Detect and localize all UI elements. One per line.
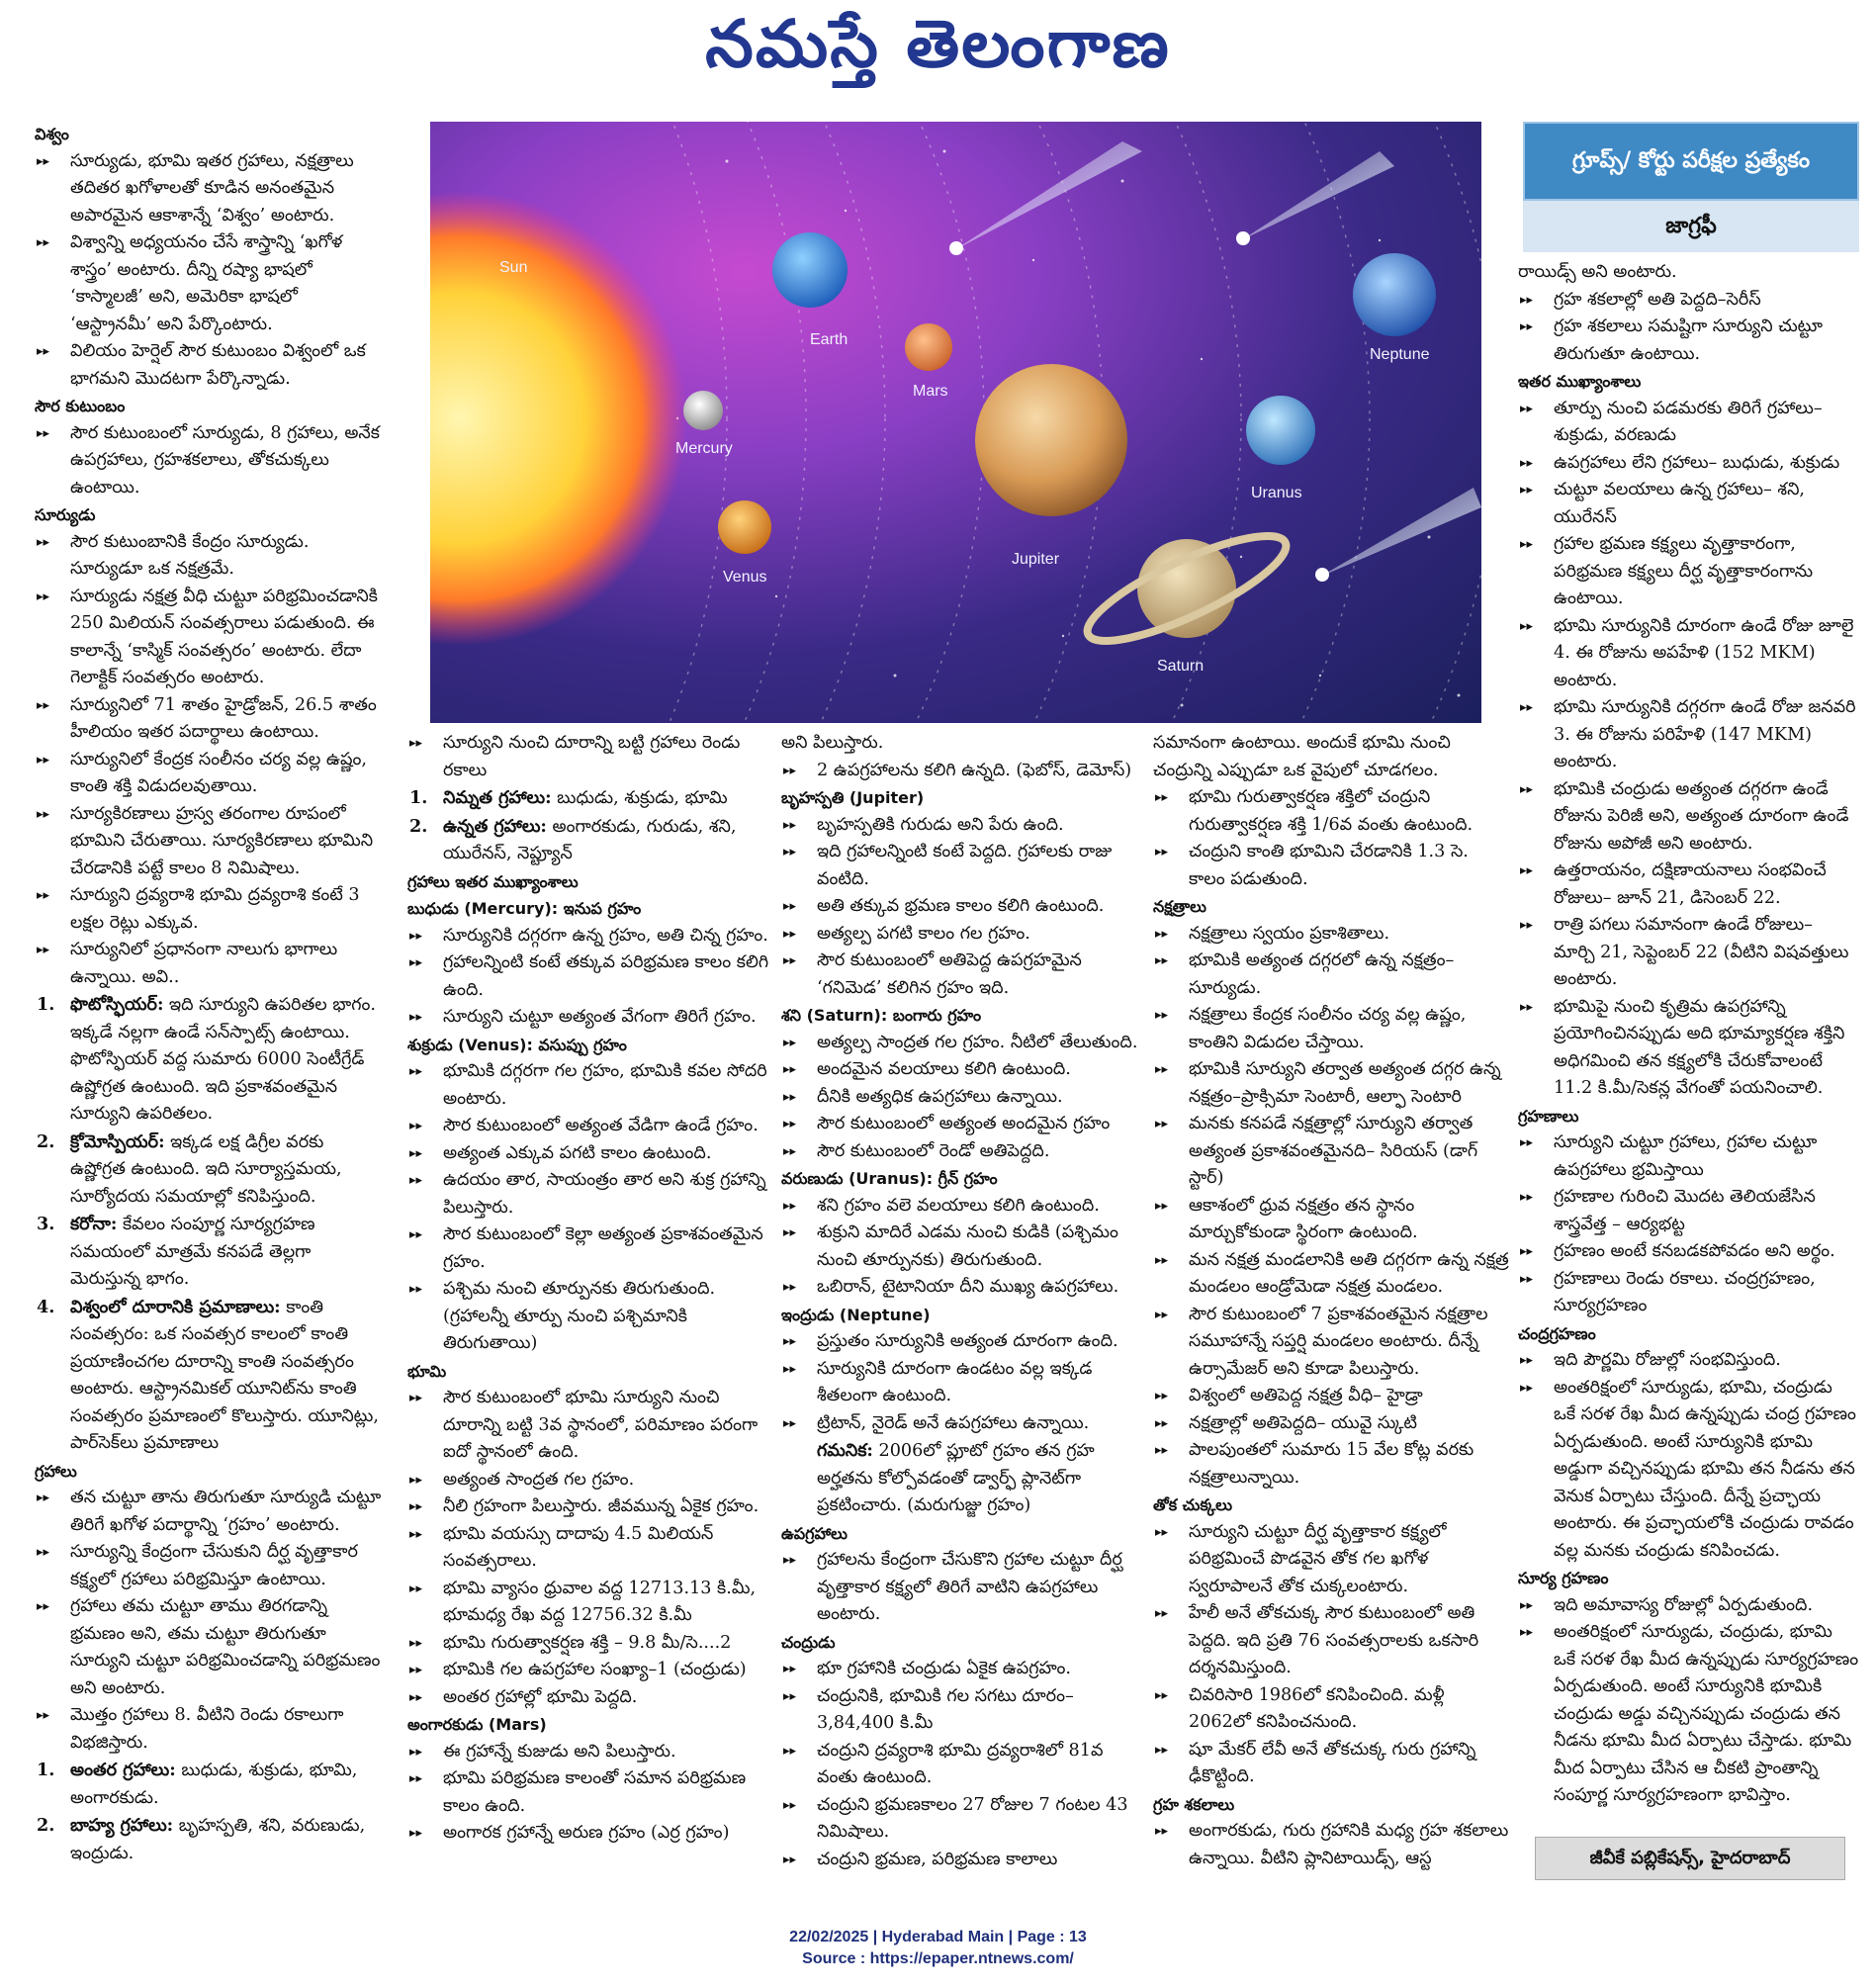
item-text: కేవలం సంపూర్ణ సూర్యగ్రహణ సమయంలో మాత్రమే కనపడే తెల్లగా మెరుస్తున్న భాగం. [70,1215,315,1289]
column-planets [407,730,771,1877]
section-heading: బుధుడు (Mercury): ఇనుప గ్రహం [407,899,642,918]
bullet-item: ▸▸ ప్రస్తుతం సూర్యునికి అత్యంత దూరంగా ఉంది. [781,1328,1145,1356]
column-universe [35,121,383,1881]
bullet-item: ▸▸ పశ్చిమ నుంచి తూర్పునకు తిరుగుతుంది. (గ్రహాలన్నీ తూర్పు నుంచి పశ్చిమానికి తిరుగుతాయి) [407,1276,771,1358]
bullet-item: ▸▸ విశ్వాన్ని అధ్యయనం చేసే శాస్త్రాన్ని ‘ఖగోళ శాస్త్రం’ అంటారు. దీన్ని రష్యా భాషలో ‘కాస్మాలజీ’ అని, అమెరికా భాషలో ‘ఆస్ట్రానమీ’ అని పేర్కొంటారు. [35,229,383,338]
bullet-item: ▸▸ ఉత్తరాయనం, దక్షిణాయనాలు సంభవించే రోజులు– జూన్‌ 21, డిసెంబర్‌ 22. [1518,858,1859,912]
publisher-credit: జీవీకే పబ్లికేషన్స్‌, హైదరాబాద్‌ [1535,1837,1845,1880]
bullet-item: ▸▸ చంద్రుని భ్రమణకాలం 27 రోజుల 7 గంటల 43 నిమిషాలు. [781,1792,1145,1847]
item-number: 3. [37,1214,55,1234]
bullet-item: ▸▸ బృహస్పతికి గురుడు అని పేరు ఉంది. [781,812,1145,840]
item-text: బుధుడు, శుక్రుడు, భూమి [551,788,728,808]
bullet-item: ▸▸ సూర్యుని చుట్టూ అత్యంత వేగంగా తిరిగే గ్రహం. [407,1004,771,1032]
bullet-item: ▸▸ భూమి వయస్సు దాదాపు 4.5 మిలియన్‌ సంవత్సరాలు. [407,1521,771,1576]
bullet-item: ▸▸ సూర్యునికి దగ్గరగా ఉన్న గ్రహం, అతి చిన్న గ్రహం. [407,923,771,950]
bullet-item: ▸▸ సూర్యునిలో 71 శాతం హైడ్రోజన్‌, 26.5 శాతం హీలియం ఇతర పదార్థాలు ఉంటాయి. [35,692,383,747]
item-term: బాహ్య గ్రహాలు: [70,1815,174,1836]
bullet-item: ▸▸ భూమి పరిభ్రమణ కాలంతో సమాన పరిభ్రమణ కాలం ఉంది. [407,1765,771,1820]
section-heading: గ్రహాలు ఇతర ముఖ్యాంశాలు [407,871,579,891]
bullet-item: ▸▸ సూర్యుడు, భూమి ఇతర గ్రహాలు, నక్షత్రాలు తదితర ఖగోళాలతో కూడిన అనంతమైన అపారమైన ఆకాశాన్నే ‘విశ్వం’ అంటారు. [35,148,383,230]
venus-label: Venus [723,569,767,586]
item-term: అంతర గ్రహాలు: [70,1760,176,1780]
bullet-item: ▸▸ దీనికి అత్యధిక ఉపగ్రహాలు ఉన్నాయి. [781,1084,1145,1112]
section-heading: గ్రహణాలు [1518,1106,1579,1126]
continuation-text: రాయిడ్స్‌ అని అంటారు. [1518,262,1677,282]
item-text: 2006లో ప్లూటో గ్రహం తన గ్రహ అర్హతను కోల్పోవడంతో డ్వార్ఫ్‌ ప్లానెట్‌గా ప్రకటించారు. (మరుగుజ్జు గ్రహం) [817,1441,1095,1515]
bullet-item: ▸▸ గ్రహాలన్నింటి కంటే తక్కువ పరిభ్రమణ కాలం కలిగి ఉంది. [407,949,771,1004]
bullet-item: ▸▸ అత్యంత ఎక్కువ పగటి కాలం ఉంటుంది. [407,1140,771,1168]
subject-title: జాగ్రఫీ [1523,201,1859,252]
section-heading: చంద్రగ్రహణం [1518,1323,1596,1343]
item-term: ఉన్నత గ్రహాలు: [443,815,547,837]
section-heading: అంగారకుడు (Mars) [407,1715,547,1734]
solar-system-illustration [430,122,1481,723]
section-heading: విశ్వం [35,125,69,143]
bullet-item: ▸▸ భూమిపై నుంచి కృత్రిమ ఉపగ్రహాన్ని ప్రయోగించినప్పుడు అది భూమ్యాకర్షణ శక్తిని అధిగమించి తన కక్ష్యలోకి చేరుకోవాలంటే 11.2 కి.మీ/సెకన్ల వేగంతో పయనించాలి. [1518,994,1859,1103]
bullet-item: ▸▸ అంగారకుడు, గురు గ్రహానికి మధ్య గ్రహ శకలాలు ఉన్నాయి. వీటిని ప్లానిటాయిడ్స్‌, ఆస్ట [1153,1818,1509,1872]
item-term: క్రోమోస్పియర్‌: [70,1130,165,1152]
bullet-item: ▸▸ ఉపగ్రహాలు లేని గ్రహాలు– బుధుడు, శుక్రుడు [1518,450,1859,478]
section-heading: సూర్య గ్రహణం [1518,1569,1609,1587]
item-term: నిమ్నత గ్రహాలు: [443,787,552,808]
bullet-item: ▸▸ సూర్యున్ని కేంద్రంగా చేసుకుని దీర్ఘ వృత్తాకార కక్ష్యలో గ్రహాలు పరిభ్రమిస్తూ ఉంటాయి. [35,1539,383,1593]
numbered-item [35,1757,383,1812]
bullet-item: ▸▸ గ్రహణాలు రెండు రకాలు. చంద్రగ్రహణం, సూర్యగ్రహణం [1518,1266,1859,1320]
bullet-item: ▸▸ భూమి గురుత్వాకర్షణ శక్తిలో చంద్రుని గురుత్వాకర్షణ శక్తి 1/6వ వంతు ఉంటుంది. [1153,784,1509,839]
bullet-item: ▸▸ సూర్యుని నుంచి దూరాన్ని బట్టి గ్రహాలు రెండు రకాలు [407,730,771,784]
bullet-item: ▸▸ తన చుట్టూ తాను తిరుగుతూ సూర్యుడి చుట్టూ తిరిగే ఖగోళ పదార్థాన్ని ‘గ్రహం’ అంటారు. [35,1485,383,1539]
bullet-item: ▸▸ గ్రహ శకలాలు సమష్టిగా సూర్యుని చుట్టూ తిరుగుతూ ఉంటాయి. [1518,314,1859,368]
mars [905,323,952,371]
section-heading: ఇతర ముఖ్యాంశాలు [1518,372,1642,391]
bullet-item: ▸▸ భూమి సూర్యునికి దూరంగా ఉండే రోజు జూలై 4. ఈ రోజును అపహేళి (152 MKM) అంటారు. [1518,613,1859,695]
bullet-item: ▸▸ తూర్పు నుంచి పడమరకు తిరిగే గ్రహాలు– శుక్రుడు, వరణుడు [1518,396,1859,450]
mars-label: Mars [913,383,948,400]
bullet-item: ▸▸ చంద్రుని కాంతి భూమిని చేరడానికి 1.3 సె. కాలం పడుతుంది. [1153,839,1509,893]
bullet-item: ▸▸ అంతరిక్షంలో సూర్యుడు, భూమి, చంద్రుడు ఒకే సరళ రేఖ మీద ఉన్నప్పుడు చంద్ర గ్రహణం ఏర్పడుతుంది. అంటే సూర్యునికి భూమి అడ్డుగా వచ్చినప్పుడు భూమి తన నీడను తన వెనుక ఏర్పాటు చేస్తుంది. దీన్నే ప్రచ్ఛాయ అంటారు. ఈ ప్రచ్ఛాయలోకి చంద్రుడు రావడం వల్ల మనకు చంద్రుడు కనిపించడు. [1518,1375,1859,1566]
bullet-item: ▸▸ చంద్రుని ద్రవ్యరాశి భూమి ద్రవ్యరాశిలో 81వ వంతు ఉంటుంది. [781,1738,1145,1792]
section-heading: గ్రహ శకలాలు [1153,1794,1235,1814]
uranus [1246,396,1315,465]
bullet-item: ▸▸ సౌర కుటుంబంలో భూమి సూర్యుని నుంచి దూరాన్ని బట్టి 3వ స్థానంలో, పరిమాణం పరంగా ఐదో స్థానంలో ఉంది. [407,1385,771,1467]
jupiter [975,364,1127,516]
bullet-item: ▸▸ సూర్యుని ద్రవ్యరాశి భూమి ద్రవ్యరాశి కంటే 3 లక్షల రెట్లు ఎక్కువ. [35,882,383,937]
item-number: 4. [37,1296,55,1317]
bullet-item: ▸▸ అంతర గ్రహాల్లో భూమి పెద్దది. [407,1684,771,1712]
solar-system-svg [430,122,1481,723]
bullet-item: ▸▸ సౌర కుటుంబంలో 7 ప్రకాశవంతమైన నక్షత్రాల సమూహాన్నే సప్తర్షి మండలం అంటారు. దీన్నే ఉర్సామేజర్‌ అని కూడా పిలుస్తారు. [1153,1302,1509,1384]
bullet-item: ▸▸ భూమి సూర్యునికి దగ్గరగా ఉండే రోజు జనవరి 3. ఈ రోజును పరిహేళి (147 MKM) అంటారు. [1518,694,1859,776]
bullet-item: ▸▸ గ్రహాల భ్రమణ కక్ష్యలు వృత్తాకారంగా, పరిభ్రమణ కక్ష్యలు దీర్ఘ వృత్తాకారంగాను ఉంటాయి. [1518,531,1859,613]
bullet-item: ▸▸ షూ మేకర్‌ లేవీ అనే తోకచుక్క గురు గ్రహాన్ని ఢీకొట్టింది. [1153,1737,1509,1791]
dateline: 22/02/2025 | Hyderabad Main | Page : 13 [789,1929,1087,1945]
item-number: 2. [37,1130,55,1152]
uranus-label: Uranus [1251,485,1302,501]
continuation-text: అని పిలుస్తారు. [781,733,884,753]
bullet-item: ▸▸ సూర్యునిలో కేంద్రక సంలీనం చర్య వల్ల ఉష్ణం, కాంతి శక్తి విడుదలవుతాయి. [35,747,383,801]
item-text: ఇది సూర్యుని ఉపరితల భాగం. ఇక్కడే నల్లగా ఉండే సన్‌స్పాట్స్‌ ఉంటాయి. ఫొటోస్ఫియర్‌ వద్ద సుమారు 6000 సెంటీగ్రేడ్‌ ఉష్ణోగ్రత ఉంటుంది. ఇది ప్రకాశవంతమైన సూర్యుని ఉపరితలం. [70,995,376,1124]
bullet-item: ▸▸ చుట్టూ వలయాలు ఉన్న గ్రహాలు– శని, యురేనస్‌ [1518,477,1859,531]
bullet-item: ▸▸ గ్రహాలు తమ చుట్టూ తాము తిరగడాన్ని భ్రమణం అని, తమ చుట్టూ తిరుగుతూ సూర్యుని చుట్టూ పరిభ్రమించడాన్ని పరిభ్రమణం అని అంటారు. [35,1593,383,1702]
saturn-label: Saturn [1157,658,1205,675]
numbered-item [35,1211,383,1294]
bullet-item: ▸▸ విలియం హెర్షెల్‌ సౌర కుటుంబం విశ్వంలో ఒక భాగమని మొదటగా పేర్కొన్నాడు. [35,338,383,393]
bullet-item: ▸▸ సూర్యునికి దూరంగా ఉండటం వల్ల ఇక్కడ శీతలంగా ఉంటుంది. [781,1356,1145,1410]
bullet-item: ▸▸ అందమైన వలయాలు కలిగి ఉంటుంది. [781,1056,1145,1084]
bullet-item: ▸▸ గ్రహాలను కేంద్రంగా చేసుకొని గ్రహాల చుట్టూ దీర్ఘ వృత్తాకార కక్ష్యలో తిరిగే వాటిని ఉపగ్రహాలు అంటారు. [781,1547,1145,1629]
bullet-item: ▸▸ చివరిసారి 1986లో కనిపించింది. మళ్లీ 2062లో కనిపించనుంది. [1153,1682,1509,1737]
bullet-item: ▸▸ అతి తక్కువ భ్రమణ కాలం కలిగి ఉంటుంది. [781,893,1145,921]
continuation-text: సమానంగా ఉంటాయి. అందుకే భూమి నుంచి చంద్రున్ని ఎప్పుడూ ఒక వైపులో చూడగలం. [1153,733,1451,780]
bullet-item: ▸▸ సౌర కుటుంబంలో కెల్లా అత్యంత ప్రకాశవంతమైన గ్రహం. [407,1221,771,1276]
bullet-item: ▸▸ సౌర కుటుంబంలో అతిపెద్ద ఉపగ్రహమైన ‘గనిమెడ’ కలిగిన గ్రహం ఇది. [781,948,1145,1002]
mercury [683,391,723,430]
source-link[interactable]: Source : https://epaper.ntnews.com/ [802,1950,1074,1967]
bullet-item: ▸▸ ఇది అమావాస్య రోజుల్లో ఏర్పడుతుంది. [1518,1592,1859,1620]
earth [772,232,848,308]
earth-label: Earth [810,331,849,348]
item-number: 1. [37,994,55,1015]
column-outer-planets [781,730,1145,1877]
bullet-item: ▸▸ నీలి గ్రహంగా పిలుస్తారు. జీవమున్న ఏకైక గ్రహం. [407,1493,771,1521]
numbered-item [35,1812,383,1867]
bullet-item: ▸▸ భూమి గురుత్వాకర్షణ శక్తి – 9.8 మీ/సె....2 [407,1630,771,1658]
item-term: గమనిక: [817,1440,873,1461]
bullet-item: ▸▸ భూమి వ్యాసం ధ్రువాల వద్ద 12713.13 కి.మీ, భూమధ్య రేఖ వద్ద 12756.32 కి.మీ [407,1576,771,1630]
item-number: 1. [409,787,428,808]
bullet-item: ▸▸ సూర్యకిరణాలు హ్రస్వ తరంగాల రూపంలో భూమిని చేరుతాయి. సూర్యకిరణాలు భూమిని చేరడానికి పట్టే కాలం 8 నిమిషాలు. [35,801,383,883]
bullet-item: ▸▸ సౌర కుటుంబంలో అత్యంత అందమైన గ్రహం [781,1111,1145,1138]
bullet-item: ▸▸ మన నక్షత్ర మండలానికి అతి దగ్గరగా ఉన్న నక్షత్ర మండలం ఆండ్రోమెడా నక్షత్ర మండలం. [1153,1247,1509,1302]
bullet-item: ▸▸ అత్యంత సాంద్రత గల గ్రహం. [407,1467,771,1494]
bullet-item: ▸▸ సూర్యుడు నక్షత్ర వీధి చుట్టూ పరిభ్రమించడానికి 250 మిలియన్‌ సంవత్సరాలు పడుతుంది. ఈ కాలాన్నే ‘కాస్మిక్‌ సంవత్సరం’ అంటారు. లేదా గెలాక్టిక్‌ సంవత్సరం అంటారు. [35,584,383,692]
section-heading: ఇంద్రుడు (Neptune) [781,1305,931,1324]
numbered-item [407,784,771,813]
item-text: కాంతి సంవత్సరం: ఒక సంవత్సర కాలంలో కాంతి ప్రయాణించగల దూరాన్ని కాంతి సంవత్సరం అంటారు. ఆస్ట్రానమికల్‌ యూనిట్‌ను కాంతి సంవత్సరం ప్రమాణంలో కొలుస్తారు. యూనిట్లు, పార్‌సెక్‌లు ప్రమాణాలు [70,1297,379,1453]
section-heading: తోక చుక్కలు [1153,1495,1233,1514]
exam-special-banner: గ్రూప్స్‌/ కోర్టు పరీక్షల ప్రత్యేకం [1523,122,1859,201]
bullet-item: ▸▸ ఇది పౌర్ణమి రోజుల్లో సంభవిస్తుంది. [1518,1347,1859,1375]
bullet-item: ▸▸ నక్షత్రాలు కేంద్రక సంలీనం చర్య వల్ల ఉష్ణం, కాంతిని విడుదల చేస్తాయి. [1153,1002,1509,1056]
bullet-item: ▸▸ అత్యల్ప సాంద్రత గల గ్రహం. నీటిలో తేలుతుంది. [781,1030,1145,1057]
bullet-item: ▸▸ భూ గ్రహానికి చంద్రుడు ఏకైక ఉపగ్రహం. [781,1656,1145,1683]
bullet-item: ▸▸ విశ్వంలో అతిపెద్ద నక్షత్ర వీధి– హైడ్రా [1153,1383,1509,1410]
numbered-item [35,1129,383,1212]
item-text: బుధుడు, శుక్రుడు, భూమి, అంగారకుడు. [70,1761,358,1808]
bullet-item: ▸▸ సౌర కుటుంబంలో రెండో అతిపెద్దది. [781,1138,1145,1166]
bullet-item: ▸▸ భూమికి అత్యంత దగ్గరలో ఉన్న నక్షత్రం– సూర్యుడు. [1153,948,1509,1002]
section-heading: బృహస్పతి (Jupiter) [781,788,925,807]
bullet-item: ▸▸ సౌర కుటుంబంలో అత్యంత వేడిగా ఉండే గ్రహం. [407,1113,771,1140]
item-number: 2. [37,1815,55,1836]
bullet-item: ▸▸ ఆకాశంలో ధ్రువ నక్షత్రం తన స్థానం మార్చుకోకుండా స్థిరంగా ఉంటుంది. [1153,1193,1509,1247]
section-heading: సౌర కుటుంబం [35,397,126,415]
bullet-item: ▸▸ అంతరిక్షంలో సూర్యుడు, చంద్రుడు, భూమి ఒకే సరళ రేఖ మీద ఉన్నప్పుడు సూర్యగ్రహణం ఏర్పడుతుంది. అంటే సూర్యునికి భూమికి చంద్రుడు అడ్డు వచ్చినప్పుడు చంద్రుడు తన నీడను భూమి మీద ఏర్పాటు చేస్తాడు. భూమి మీద ఏర్పాటు చేసిన ఆ చీకటి ప్రాంతాన్ని సంపూర్ణ సూర్యగ్రహణంగా భావిస్తాం. [1518,1619,1859,1810]
section-heading: వరుణుడు (Uranus): గ్రీన్‌ గ్రహం [781,1169,998,1188]
bullet-item: ▸▸ శుక్రుని మాదిరే ఎడమ నుంచి కుడికి (పశ్చిమం నుంచి తూర్పునకు) తిరుగుతుంది. [781,1220,1145,1274]
bullet-item: ▸▸ మొత్తం గ్రహాలు 8. వీటిని రెండు రకాలుగా విభజిస్తారు. [35,1702,383,1757]
numbered-item [407,813,771,868]
bullet-item: ▸▸ ఈ గ్రహాన్నే కుజుడు అని పిలుస్తారు. [407,1739,771,1766]
masthead-logo: నమస్తే తెలంగాణ [705,6,1171,82]
neptune-label: Neptune [1370,346,1430,363]
bullet-item: ▸▸ చంద్రుని భ్రమణ, పరిభ్రమణ కాలాలు [781,1847,1145,1874]
bullet-item: ▸▸ నక్షత్రాలు స్వయం ప్రకాశితాలు. [1153,921,1509,949]
venus [718,500,771,554]
bullet-item: ▸▸ మనకు కనపడే నక్షత్రాల్లో సూర్యుని తర్వాత అత్యంత ప్రకాశవంతమైనది– సిరియస్‌ (డాగ్‌ స్టార్‌) [1153,1111,1509,1193]
bullet-item: ▸▸ అత్యల్ప పగటి కాలం గల గ్రహం. [781,921,1145,949]
item-text: అంగారకుడు, గురుడు, శని, యురేనస్‌, నెప్ట్యూన్‌ [443,816,737,863]
section-heading: గ్రహాలు [35,1461,77,1481]
section-heading: సూర్యుడు [35,505,96,524]
section-heading: చంద్రుడు [781,1632,836,1652]
bullet-item: ▸▸ సూర్యునిలో ప్రధానంగా నాలుగు భాగాలు ఉన్నాయి. అవి.. [35,937,383,991]
bullet-item: ▸▸ భూమికి సూర్యుని తర్వాత అత్యంత దగ్గర ఉన్న నక్షత్రం–ప్రాక్సిమా సెంటారీ, ఆల్ఫా సెంటారి [1153,1056,1509,1111]
column-stars [1153,730,1509,1877]
mercury-label: Mercury [675,440,733,457]
numbered-item [35,991,383,1129]
numbered-item [781,1437,1145,1520]
item-text: బృహస్పతి, శని, వరుణుడు, ఇంద్రుడు. [70,1816,366,1863]
item-number: 2. [409,815,428,837]
neptune [1353,253,1436,336]
section-heading: శుక్రుడు (Venus): వసుప్పు గ్రహం [407,1035,627,1054]
bullet-item: ▸▸ భూమికి చంద్రుడు అత్యంత దగ్గరగా ఉండే రోజును పెరిజీ అని, అత్యంత దూరంగా ఉండే రోజును అపోజీ అని అంటారు. [1518,776,1859,858]
numbered-item [35,1294,383,1458]
bullet-item: ▸▸ ఉదయం తార, సాయంత్రం తార అని శుక్ర గ్రహాన్ని పిలుస్తారు. [407,1167,771,1221]
bullet-item: ▸▸ పాలపుంతలో సుమారు 15 వేల కోట్ల వరకు నక్షత్రాలున్నాయి. [1153,1437,1509,1491]
item-text: ఇక్కడ లక్ష డిగ్రీల వరకు ఉష్ణోగ్రత ఉంటుంది. ఇది సూర్యాస్తమయ, సూర్యోదయ సమయాల్లో కనిపిస్తుంది. [70,1131,342,1207]
jupiter-label: Jupiter [1012,551,1060,568]
bullet-item: ▸▸ చంద్రునికి, భూమికి గల సగటు దూరం– 3,84,400 కి.మీ [781,1683,1145,1738]
section-heading: ఉపగ్రహాలు [781,1523,848,1543]
item-number: 1. [37,1760,55,1780]
bullet-item: ▸▸ హేలీ అనే తోకచుక్క సౌర కుటుంబంలో అతి పెద్దది. ఇది ప్రతి 76 సంవత్సరాలకు ఒకసారి దర్శనమిస్తుంది. [1153,1600,1509,1682]
bullet-item: ▸▸ సౌర కుటుంబానికి కేంద్రం సూర్యుడు. సూర్యుడూ ఒక నక్షత్రమే. [35,529,383,584]
sun [430,191,687,646]
bullet-item: ▸▸ భూమికి గల ఉపగ్రహాల సంఖ్యా–1 (చంద్రుడు) [407,1657,771,1684]
item-term: ఫొటోస్ఫియర్‌: [70,994,164,1015]
bullet-item: ▸▸ శని గ్రహం వలె వలయాలు కలిగి ఉంటుంది. [781,1193,1145,1220]
section-heading: భూమి [407,1361,447,1381]
section-heading: శని (Saturn): బంగారు గ్రహం [781,1006,982,1025]
bullet-item: ▸▸ భూమికి దగ్గరగా గల గ్రహం, భూమికి కవల సోదరి అంటారు. [407,1058,771,1113]
bullet-item: ▸▸ ఒబిరాన్‌, టైటానియా దీని ముఖ్య ఉపగ్రహాలు. [781,1274,1145,1302]
bullet-item: ▸▸ 2 ఉపగ్రహాలను కలిగి ఉన్నది. (ఫెబోస్‌, డెమోస్‌) [781,758,1145,785]
sidebar-box [1523,122,1859,252]
bullet-item: ▸▸ సూర్యుని చుట్టూ దీర్ఘ వృత్తాకార కక్ష్యలో పరిభ్రమించే పొడవైన తోక గల ఖగోళ స్వరూపాలనే తోక చుక్కలంటారు. [1153,1519,1509,1601]
bullet-item: ▸▸ గ్రహణాల గురించి మొదట తెలియజేసిన శాస్త్రవేత్త – ఆర్యభట్ట [1518,1184,1859,1238]
bullet-item: ▸▸ నక్షత్రాల్లో అతిపెద్దది– యువై స్కుటి [1153,1410,1509,1438]
bullet-item: ▸▸ ట్రిటాన్‌, నైరెడ్‌ అనే ఉపగ్రహాలు ఉన్నాయి. [781,1410,1145,1438]
bullet-item: ▸▸ గ్రహ శకలాల్లో అతి పెద్దది–సెరీస్‌ [1518,287,1859,315]
bullet-item: ▸▸ గ్రహణం అంటే కనబడకపోవడం అని అర్థం. [1518,1238,1859,1266]
column-eclipses [1518,259,1859,1832]
section-heading: నక్షత్రాలు [1153,897,1206,916]
item-term: కరోనా: [70,1214,118,1234]
item-term: విశ్వంలో దూరానికి ప్రమాణాలు: [70,1296,281,1317]
bullet-item: ▸▸ ఇది గ్రహాలన్నింటి కంటే పెద్దది. గ్రహాలకు రాజు వంటిది. [781,839,1145,893]
bullet-item: ▸▸ అంగారక గ్రహాన్నే అరుణ గ్రహం (ఎర్ర గ్రహం) [407,1820,771,1848]
bullet-item: ▸▸ రాత్రి పగలు సమానంగా ఉండే రోజులు– మార్చి 21, సెప్టెంబర్‌ 22 (వీటిని విషవత్తులు అంటారు. [1518,912,1859,994]
sun-label: Sun [499,259,528,276]
bullet-item: ▸▸ సౌర కుటుంబంలో సూర్యుడు, 8 గ్రహాలు, అనేక ఉపగ్రహాలు, గ్రహశకలాలు, తోకచుక్కలు ఉంటాయి. [35,420,383,502]
bullet-item: ▸▸ సూర్యుని చుట్టూ గ్రహాలు, గ్రహాల చుట్టూ ఉపగ్రహాలు భ్రమిస్తాయి [1518,1130,1859,1184]
